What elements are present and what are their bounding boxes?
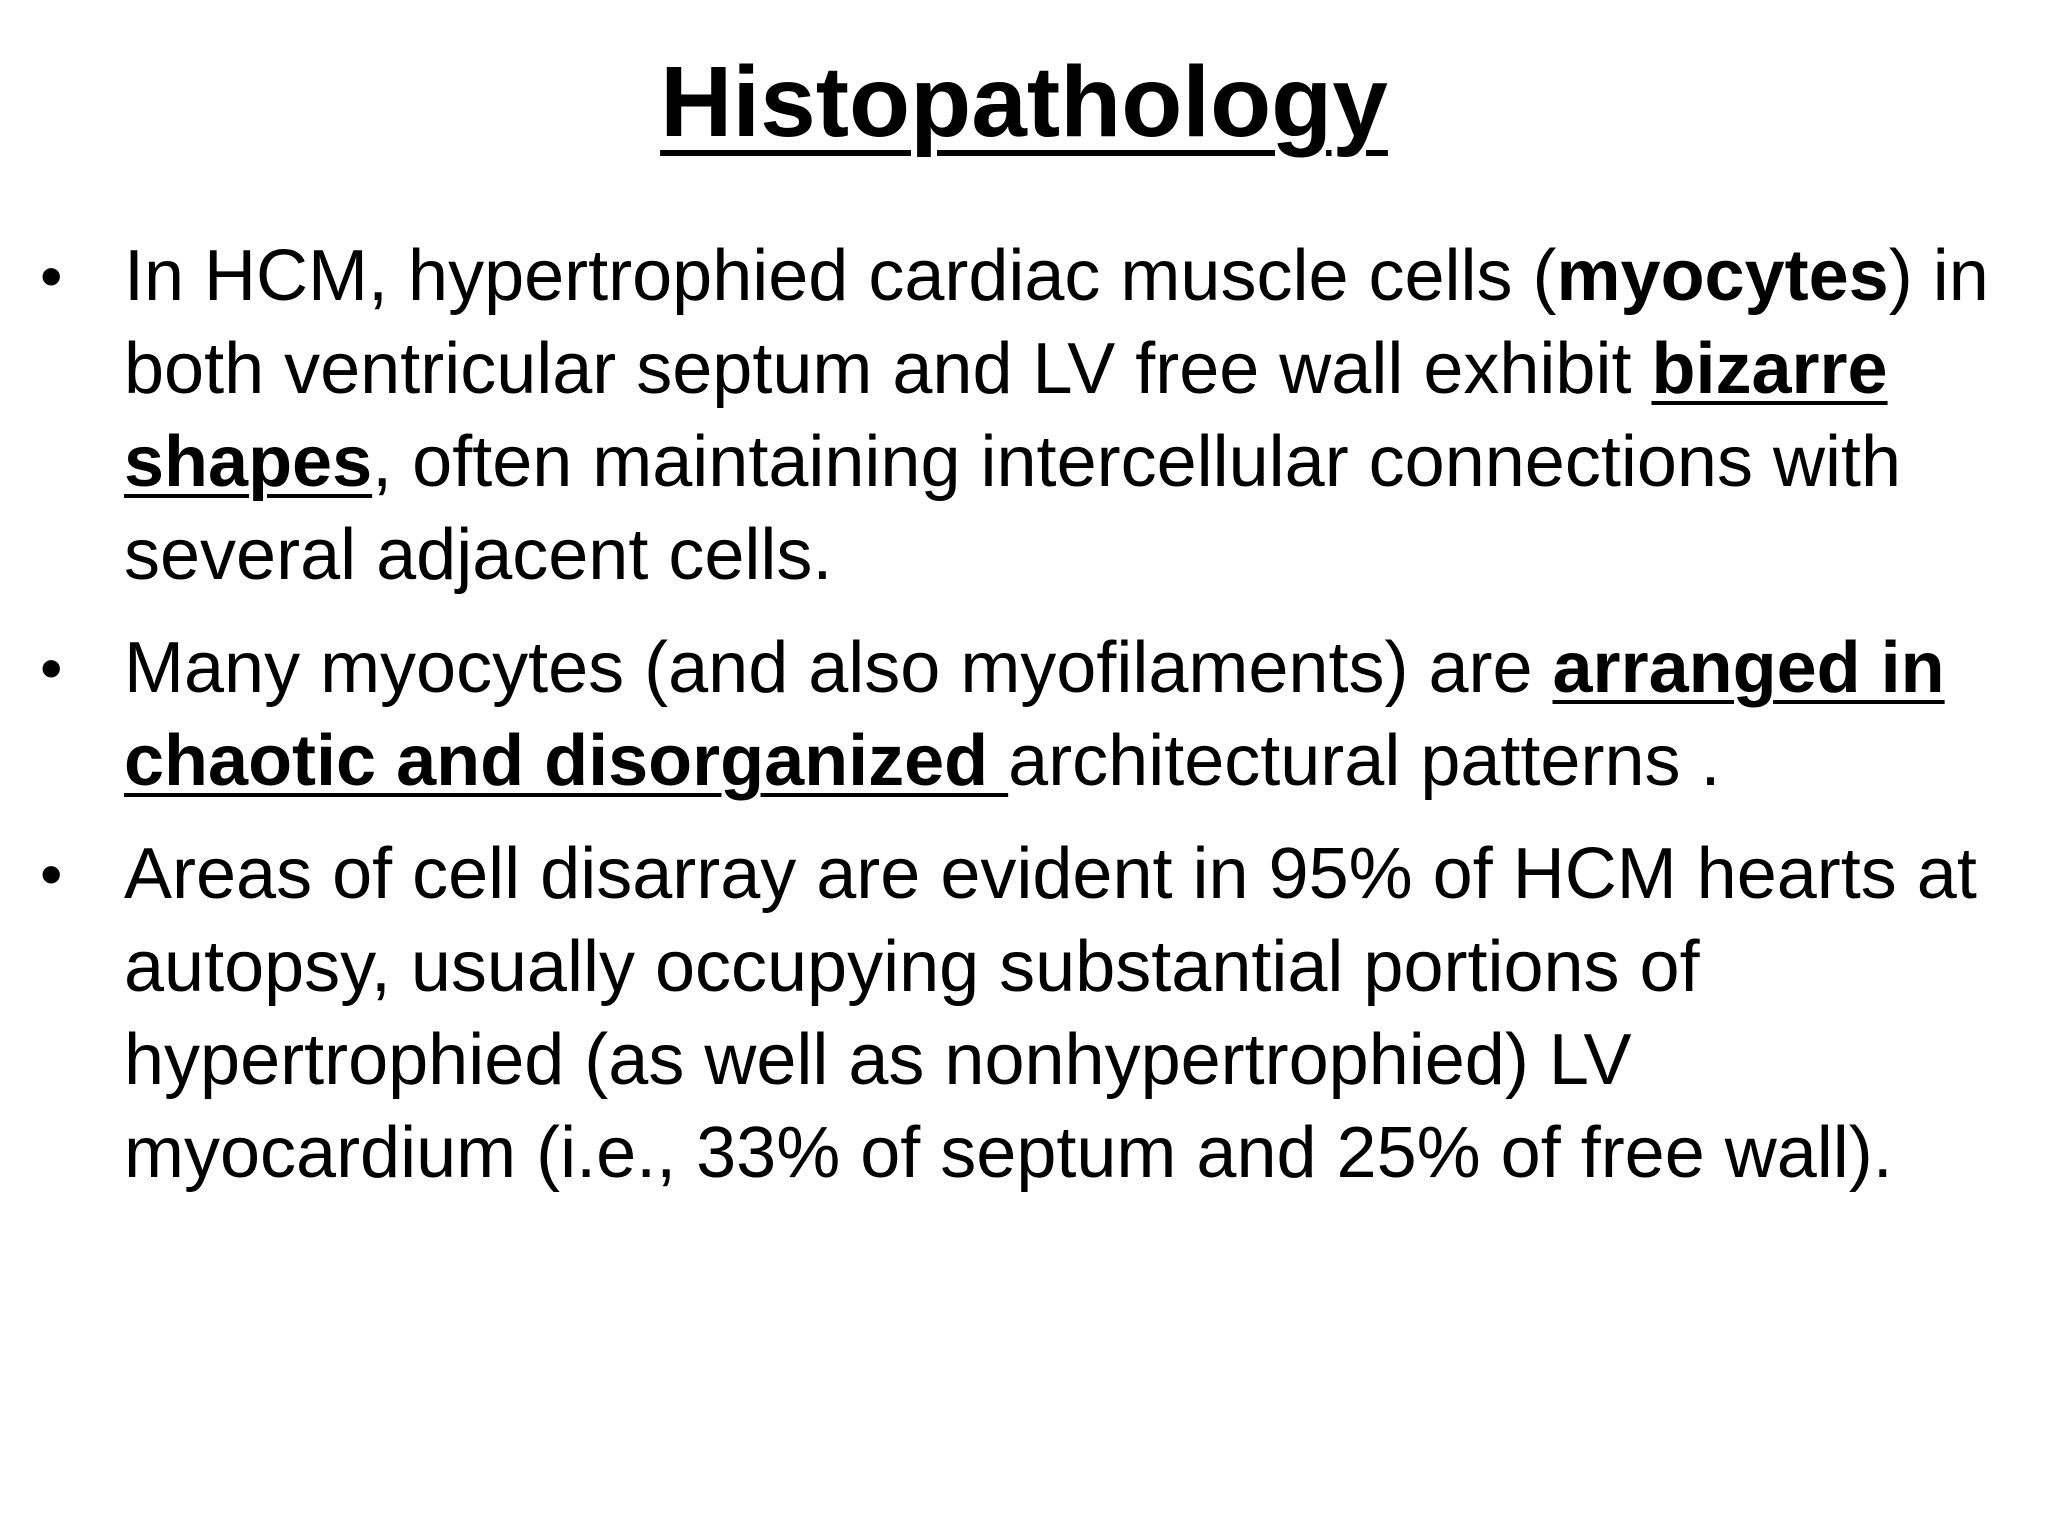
slide-title: Histopathology xyxy=(660,46,1388,158)
bullet-2-emphasis-chaotic: arranged in chaotic and disorganized xyxy=(124,628,1945,801)
bullet-2-text-1: Many myocytes (and also myofilaments) are xyxy=(124,628,1553,708)
bullet-list xyxy=(40,230,2000,1220)
bullet-1-bold-myocytes: myocytes xyxy=(1556,236,1889,316)
bullet-1-text-1: In HCM, hypertrophied cardiac muscle cells ( xyxy=(124,236,1557,316)
bullet-item-3 xyxy=(40,828,2000,1200)
bullet-1-text-2: ) in both ventricular septum and LV free wall exhibit xyxy=(124,236,1989,409)
bullet-icon: • xyxy=(40,240,63,312)
bullet-3-text-1: Areas of cell disarray are evident in 95% of HCM hearts at autopsy, usually occupying substantial portions of hypertrophied (as well as nonhypertrophied) LV myocardium (i.e., 33% of septum and 25% of free wall). xyxy=(124,834,1977,1193)
bullet-1-emphasis-bizarre-shapes: bizarre shapes xyxy=(124,329,1888,502)
bullet-item-1 xyxy=(40,230,2000,602)
bullet-2-text-2: architectural patterns . xyxy=(1008,721,1721,801)
bullet-icon: • xyxy=(40,838,63,910)
bullet-icon: • xyxy=(40,632,63,704)
bullet-1-text-3: , often maintaining intercellular connections with several adjacent cells. xyxy=(124,422,1901,595)
bullet-item-2 xyxy=(40,622,2000,808)
